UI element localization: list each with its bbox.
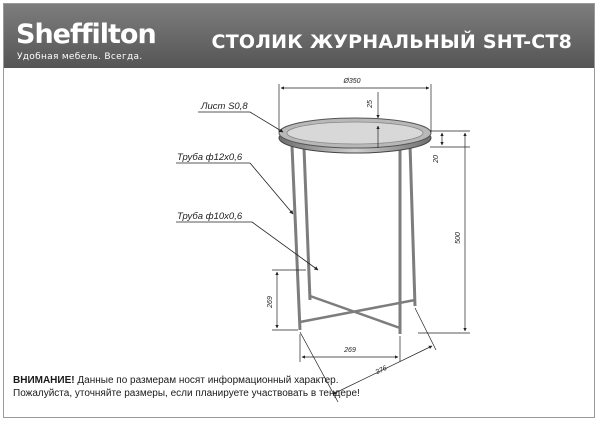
leg-back-right [410, 144, 415, 306]
cross-brace [300, 296, 415, 328]
disclaimer-line-2: Пожалуйста, уточняйте размеры, если планируете участвовать в тендере! [13, 388, 360, 399]
callout-tube-large [176, 163, 293, 214]
dim-base-diagonal-label: 376 [374, 364, 389, 377]
tray-top [279, 118, 431, 153]
disclaimer-note [13, 374, 360, 400]
brace-bottom-1 [300, 300, 415, 322]
disclaimer-text-1: Данные по размерам носят информационный характер. [77, 375, 339, 386]
page-title: СТОЛИК ЖУРНАЛЬНЫЙ SHT-CT8 [211, 31, 572, 53]
dim-base-height-label: 269 [267, 296, 274, 308]
callout-sheet-label: Лист S0,8 [201, 101, 248, 112]
dim-tray-depth-label: 25 [367, 100, 374, 108]
warning-label: ВНИМАНИЕ! [13, 375, 75, 386]
dim-base-width-label: 269 [344, 347, 356, 354]
leg-front-left [292, 146, 300, 330]
callout-tube-large-label: Труба ф12х0,6 [177, 152, 243, 163]
callout-sheet [198, 112, 283, 132]
brace-bottom-2 [310, 296, 400, 328]
callout-tube-small-label: Труба ф10х0,6 [177, 211, 243, 222]
dim-diameter-label: Ø350 [343, 78, 361, 85]
leg-back-left [304, 148, 310, 300]
dim-height [418, 131, 470, 333]
dim-rim-label: 20 [433, 155, 440, 163]
brand-logo: Sheffilton [16, 19, 156, 50]
table-legs [292, 144, 415, 334]
brand-tagline: Удобная мебель. Всегда. [17, 52, 143, 62]
dim-total-height-label: 500 [455, 232, 462, 244]
disclaimer-line-1 [13, 374, 360, 387]
